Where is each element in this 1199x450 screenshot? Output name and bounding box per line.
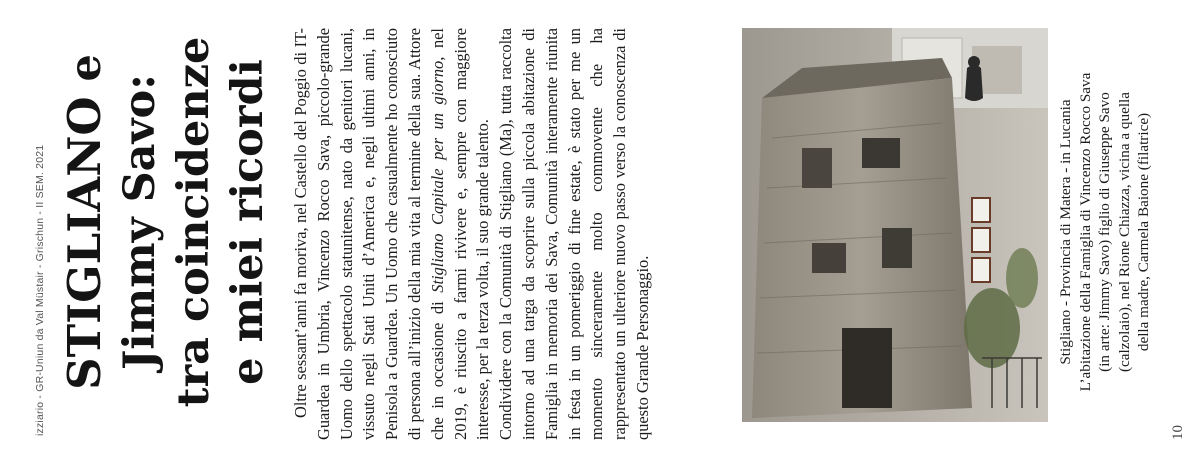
- title-line-4: e miei ricordi: [223, 59, 273, 385]
- caption-line-4: (calzolaio), nel Rione Chiazza, vicina a quella: [1115, 92, 1133, 372]
- page-number: 10: [1170, 425, 1186, 440]
- paragraph-1-text: Oltre sessant’anni fa moriva, nel Castello del Poggio di IT-Guardea in Umbria, Vincenzo Rocco Sava, piccolo-grande Uomo dello spettacolo statunitense, nato da genitori lucani, vissuto negli Stati Uniti d’America e, negli ultimi anni, in Penisola a Guardea. Un Uomo che casualmente ho conosciuto di persona all’inizio della mia vita al termine della sua. Attore che in occasione di: [291, 28, 447, 440]
- article-paragraph-1: [290, 28, 495, 440]
- photo-caption: [1056, 34, 1184, 430]
- article-paragraph-2: Condividere con la Comunità di Stigliano (Ma), tutta raccolta intorno ad una targa da scoprire sulla piccola abitazione di Famiglia in memoria dei Sava, Comunità interamente riunita in festa in un pomeriggio di fine estate, è stato per me un momento sinceramente molto commovente che ha rappresentato un ulteriore nuovo passo verso la conoscenza di questo Grande Personaggio.: [496, 28, 652, 440]
- title-brand: STIGLIANO: [58, 96, 111, 390]
- caption-line-1: Stigliano - Provincia di Matera - in Lucania: [1057, 99, 1074, 365]
- article-body: [290, 28, 760, 440]
- event-name: Stigliano Capitale per un giorno: [427, 60, 447, 293]
- title-line-2: Jimmy Savo:: [115, 73, 165, 371]
- title-line-3: tra coincidenze: [169, 36, 219, 408]
- stone-house-photo: [742, 28, 1048, 422]
- running-header: izziario - GR-Uniun da Val Müstair - Grischun - II SEM. 2021: [34, 144, 46, 436]
- paragraph-1-end: , nel 2019, è riuscito a farmi rivivere e, sempre con maggiore interesse, per la terza volta, il suo grande talento.: [427, 28, 493, 440]
- article-title: [58, 12, 273, 432]
- caption-line-5: della madre, Carmela Baione (filatrice): [1135, 112, 1152, 352]
- title-conjunction: e: [61, 54, 111, 82]
- title-line-1: [58, 12, 113, 432]
- photo-illustration: [742, 28, 1048, 422]
- caption-line-2: L’abitazione della Famiglia di Vincenzo Rocco Sava: [1076, 72, 1094, 392]
- caption-line-3: (in arte: Jimmy Savo) figlio di Giuseppe Savo: [1096, 92, 1113, 372]
